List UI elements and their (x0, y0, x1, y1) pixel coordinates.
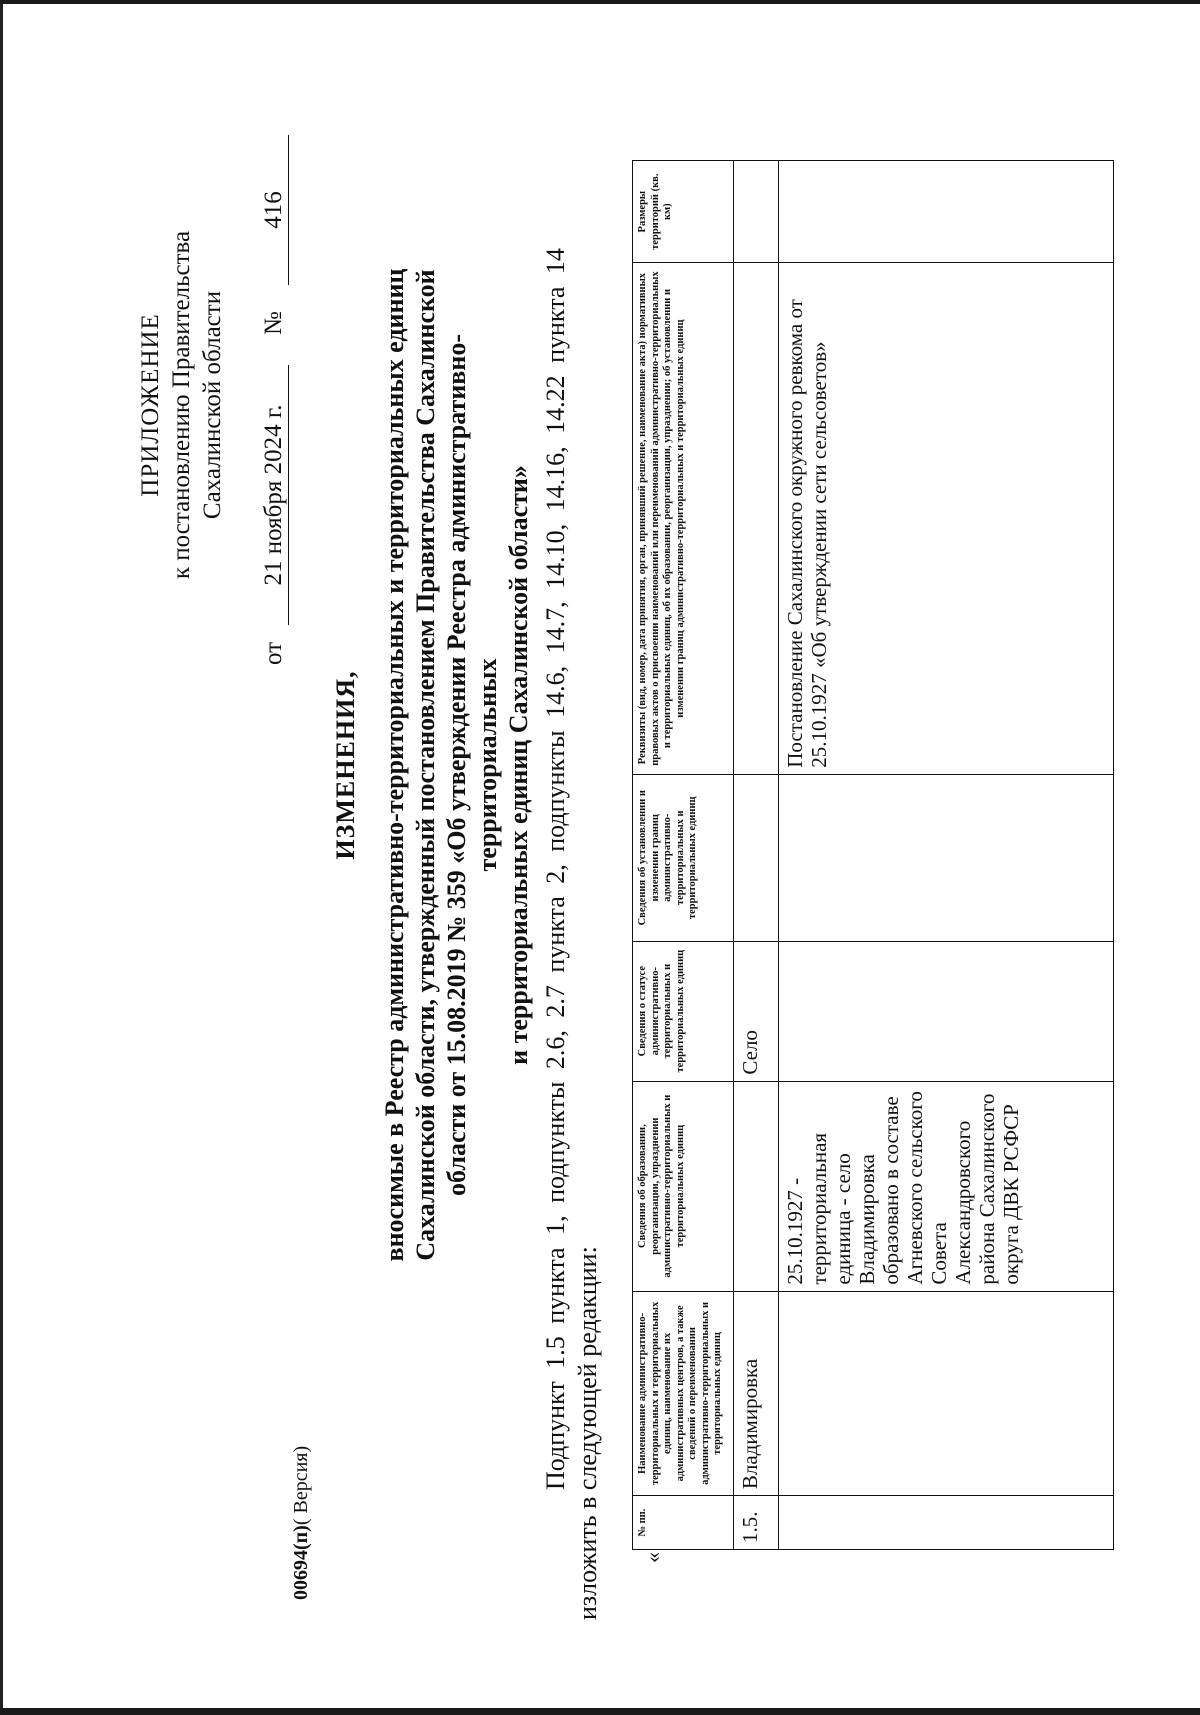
cell-status (779, 941, 1114, 1081)
number-label: № (260, 311, 287, 335)
cell-num: 1.5. (734, 1496, 779, 1550)
cell-borders (779, 774, 1114, 941)
document-heading (330, 235, 534, 1295)
cell-status: Село (734, 941, 779, 1081)
cell-requisites (734, 263, 779, 774)
table-header-row (633, 161, 734, 1550)
appendix-line-1: к постановлению Правительства (168, 230, 195, 580)
resolution-number: 416 (260, 135, 289, 285)
cell-num (779, 1496, 1114, 1550)
cell-area (734, 161, 779, 263)
appendix-title: ПРИЛОЖЕНИЕ (137, 313, 164, 497)
cell-requisites: Постановление Сахалинского окружного ревкома от 25.10.1927 «Об утверждении сети сельсоветов» (779, 263, 1114, 774)
heading-line-2: Сахалинской области, утвержденный постановлением Правительства Сахалинской (411, 269, 440, 1261)
intro-paragraph (540, 120, 604, 1620)
header-name: Наименование административно-территориальных и территориальных единиц, наименование их административных центров, а также сведений о переименовании административно-территориальных и территориальных единиц (633, 1291, 734, 1496)
table-row (779, 161, 1114, 1550)
intro-line-1: Подпункт 1.5 пункта 1, подпункты 2.6, 2.7 пункта 2, подпункты 14.6, 14.7, 14.10, 14.16, 14.22 пункта 14 (541, 248, 570, 1490)
header-borders: Сведения об установлении и изменении границ административно-территориальных и территориальных единиц (633, 774, 734, 941)
appendix-block (135, 145, 228, 665)
heading-line-4: и территориальных единиц Сахалинской области» (504, 465, 533, 1065)
header-num: № пп. (633, 1496, 734, 1550)
document-footer (290, 1446, 313, 1600)
header-formation: Сведения об образовании, реорганизации, упразднении административно-территориальных и территориальных единиц (633, 1081, 734, 1291)
header-area: Размеры территорий (кв. км) (633, 161, 734, 263)
heading-line-1: вносимые в Реестр административно-территориальных и территориальных единиц (380, 268, 409, 1262)
cell-borders (734, 774, 779, 941)
document-version: ( Версия) (290, 1445, 312, 1526)
intro-line-2: изложить в следующей редакции: (573, 1246, 602, 1620)
header-requisites: Реквизиты (вид, номер, дата принятия, орган, принявший решение, наименование акта) нормативных правовых актов о присвоении наименований или переименований административно-территориальных и территориальных единиц, об их образовании, реорганизации, упразднении; об установлении и изменении границ административно-территориальных и территориальных единиц (633, 263, 734, 774)
document-code: 00694(п) (290, 1525, 312, 1600)
table-row (734, 161, 779, 1550)
cell-formation (734, 1081, 779, 1291)
opening-quote: « (640, 1552, 665, 1563)
from-label: от (260, 641, 287, 665)
header-status: Сведения о статусе административно-территориальных и территориальных единиц (633, 941, 734, 1081)
appendix-line-2: Сахалинской области (199, 290, 226, 520)
cell-area (779, 161, 1114, 263)
cell-name: Владимировка (734, 1291, 779, 1496)
cell-name (779, 1291, 1114, 1496)
heading-line-3: области от 15.08.2019 № 359 «Об утверждении Реестра административно-территориальных (442, 334, 502, 1196)
cell-formation: 25.10.1927 - территориальная единица - село Владимировка образовано в составе Агневского сельского Совета Александровского района Сахалинского округа ДВК РСФСР (779, 1081, 1114, 1291)
heading-title: ИЗМЕНЕНИЯ, (331, 670, 360, 860)
registry-table (632, 160, 1114, 1550)
resolution-date: 21 ноября 2024 г. (260, 365, 289, 625)
